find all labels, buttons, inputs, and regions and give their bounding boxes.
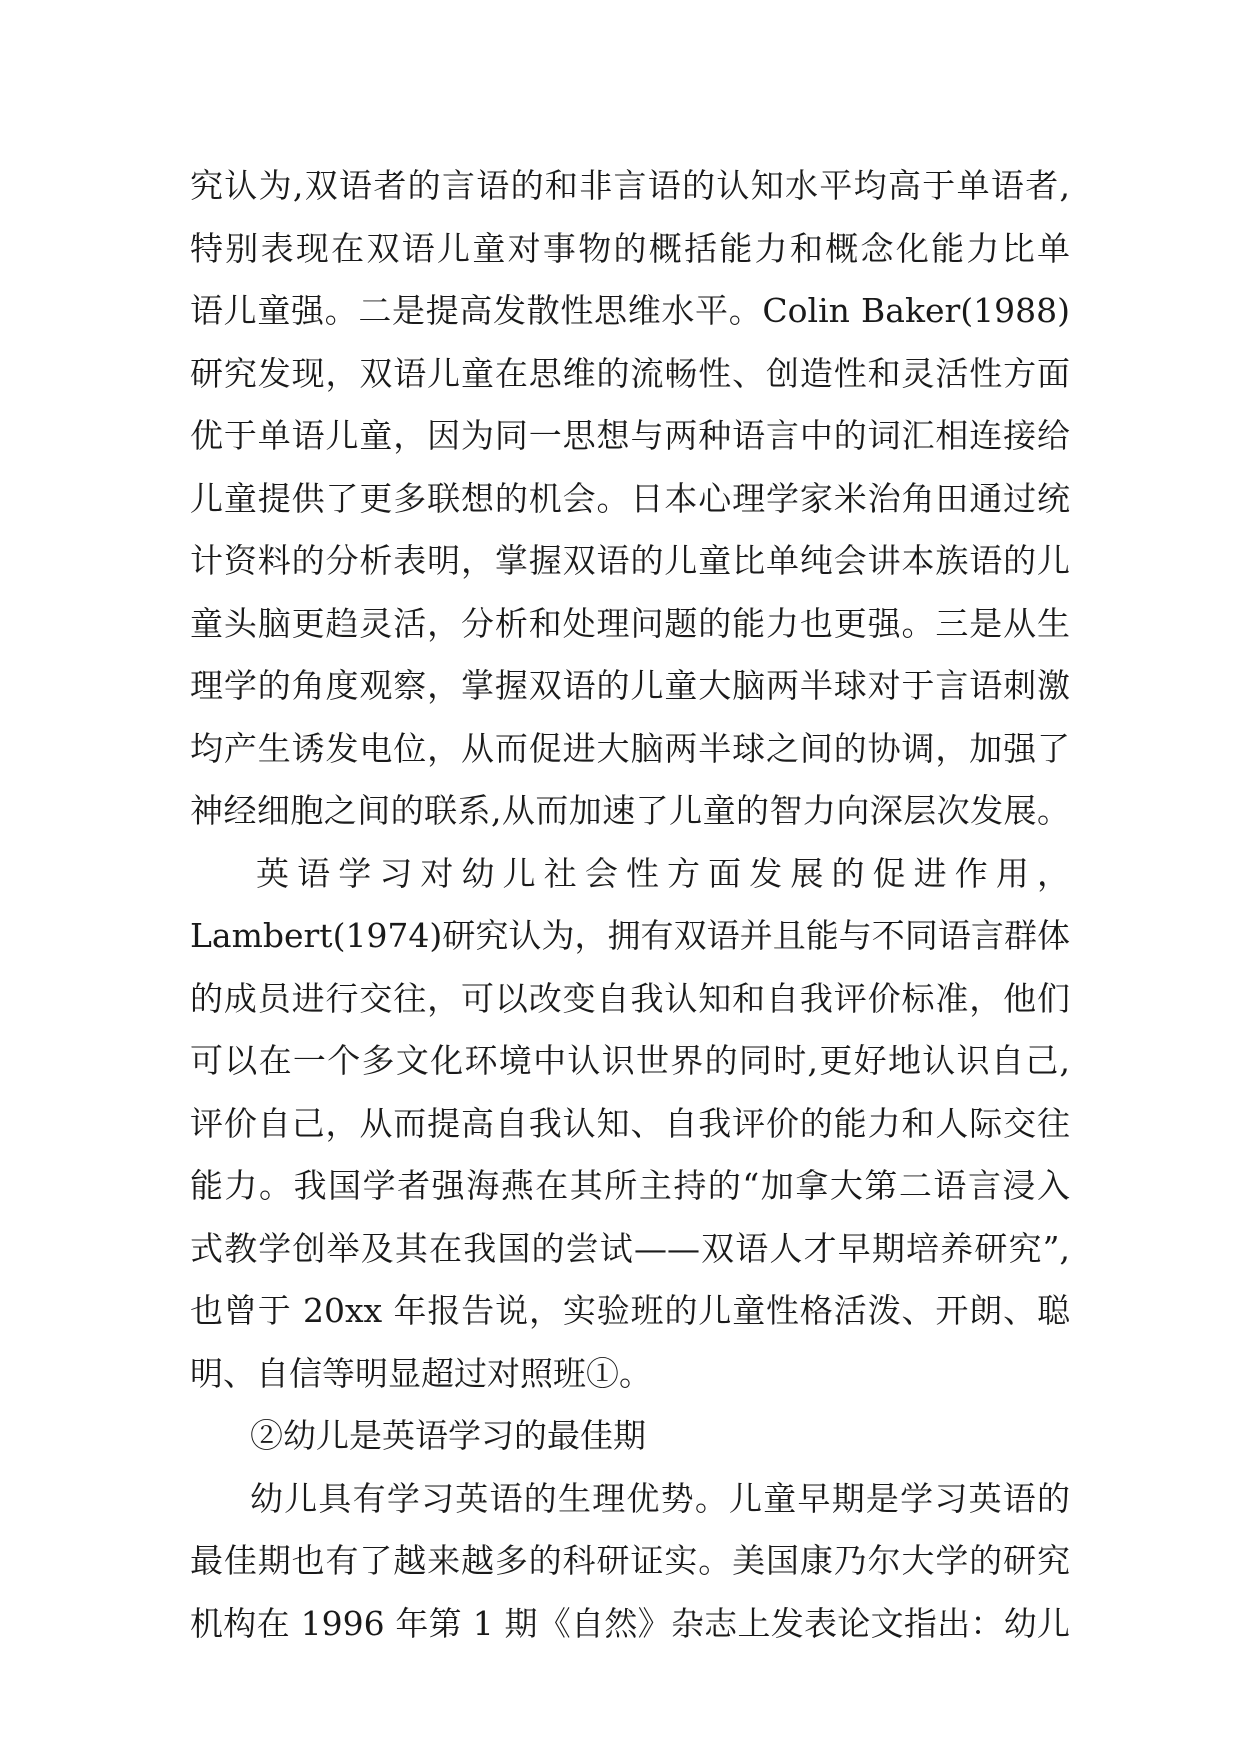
text-line: 童头脑更趋灵活，分析和处理问题的能力也更强。三是从生	[190, 603, 1070, 643]
body-text	[190, 155, 1070, 1655]
text-line: 均产生诱发电位，从而促进大脑两半球之间的协调，加强了	[190, 728, 1070, 768]
text-line: 的成员进行交往，可以改变自我认知和自我评价标准，他们	[190, 978, 1070, 1018]
text-line: 计资料的分析表明，掌握双语的儿童比单纯会讲本族语的儿	[190, 541, 1070, 580]
paragraph-start-line: 英语学习对幼儿社会性方面发展的促进作用，	[256, 853, 1070, 893]
text-line: 机构在 1996 年第 1 期《自然》杂志上发表论文指出：幼儿	[190, 1603, 1070, 1643]
text-line: 能力。我国学者强海燕在其所主持的“加拿大第二语言浸入	[190, 1166, 1070, 1205]
text-line: 也曾于 20xx 年报告说，实验班的儿童性格活泼、开朗、聪	[190, 1291, 1070, 1330]
text-line: 评价自己，从而提高自我认知、自我评价的能力和人际交往	[190, 1103, 1070, 1143]
text-line: 优于单语儿童，因为同一思想与两种语言中的词汇相连接给	[190, 416, 1070, 455]
section-heading: ②幼儿是英语学习的最佳期	[250, 1416, 646, 1455]
paragraph-start-line: 幼儿具有学习英语的生理优势。儿童早期是学习英语的	[250, 1478, 1070, 1518]
text-line: 明、自信等明显超过对照班①。	[190, 1353, 652, 1393]
text-line: 式教学创举及其在我国的尝试——双语人才早期培养研究”,	[190, 1228, 1070, 1268]
text-line: 理学的角度观察，掌握双语的儿童大脑两半球对于言语刺激	[190, 666, 1070, 705]
text-line: 语儿童强。二是提高发散性思维水平。Colin Baker(1988)	[190, 291, 1070, 330]
text-line: 儿童提供了更多联想的机会。日本心理学家米治角田通过统	[190, 478, 1070, 518]
text-line: 神经细胞之间的联系,从而加速了儿童的智力向深层次发展。	[190, 791, 1070, 830]
text-line: 特别表现在双语儿童对事物的概括能力和概念化能力比单	[190, 228, 1070, 268]
text-line: Lambert(1974)研究认为，拥有双语并且能与不同语言群体	[190, 916, 1070, 955]
text-line: 究认为,双语者的言语的和非言语的认知水平均高于单语者,	[190, 166, 1070, 205]
text-line: 研究发现，双语儿童在思维的流畅性、创造性和灵活性方面	[190, 353, 1070, 393]
text-line: 可以在一个多文化环境中认识世界的同时,更好地认识自己,	[190, 1041, 1070, 1080]
text-line: 最佳期也有了越来越多的科研证实。美国康乃尔大学的研究	[190, 1541, 1070, 1580]
